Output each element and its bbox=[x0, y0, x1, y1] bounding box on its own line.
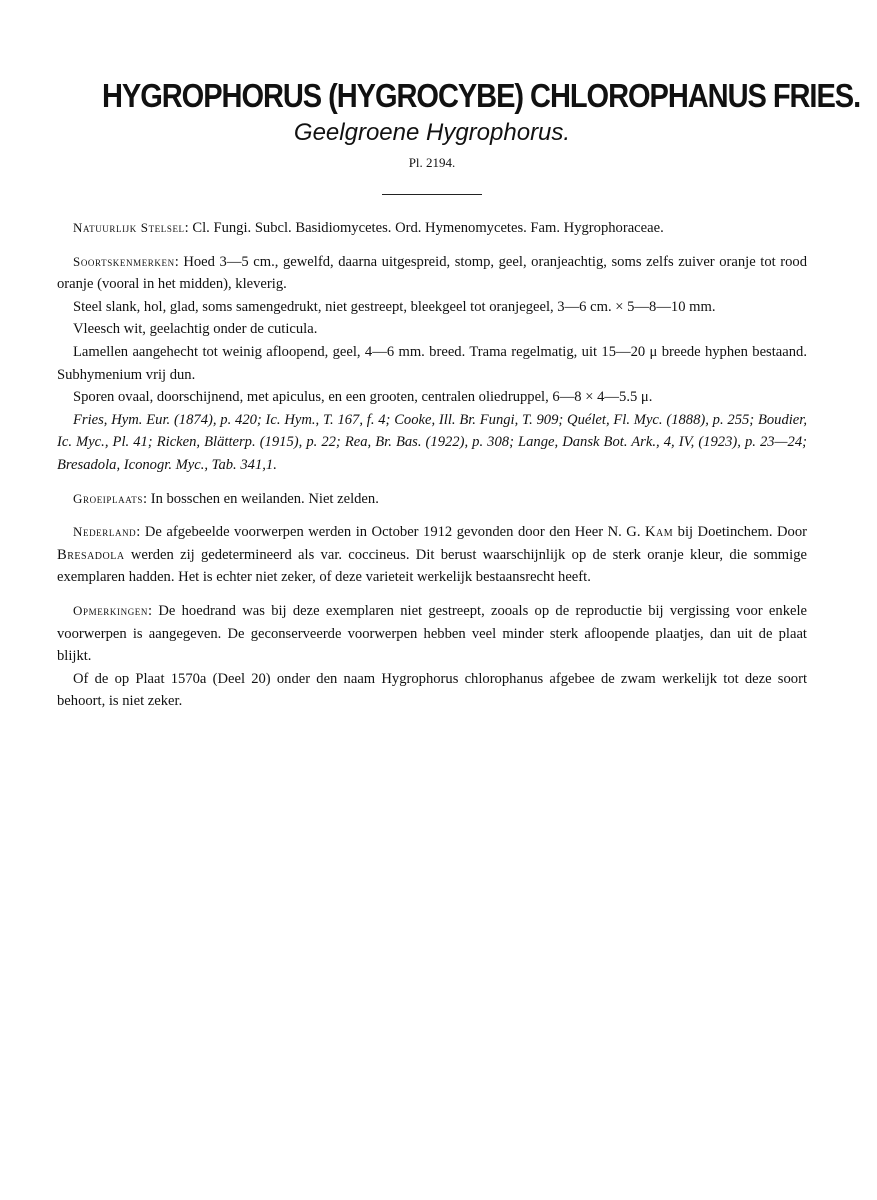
section-text: De afgebeelde voorwerpen werden in October 1912 gevonden door den Heer N. G. bbox=[144, 524, 641, 541]
section-text: bij Doetinchem. Door bbox=[677, 524, 808, 541]
section-groeiplaats: Groeiplaats: In bosschen en weilanden. Niet zelden. bbox=[73, 490, 379, 507]
section-label: Groeiplaats bbox=[73, 490, 143, 506]
section-label: Natuurlijk Stelsel bbox=[73, 220, 185, 235]
person-name: Bresadola bbox=[57, 546, 125, 563]
section-opmerkingen: Opmerkingen: De hoedrand was bij deze exemplaren niet gestreept, zooals op de reproductie bij vergissing voor enkele voorwerpen is aangegeven. De geconserveerde voorwerpen hebben veel minder sterk afloopende plaatjes, dan uit de plaat blijkt. bbox=[57, 602, 808, 665]
section-text: Cl. Fungi. Subcl. Basidiomycetes. Ord. Hymenomycetes. Fam. Hygrophoraceae. bbox=[192, 220, 664, 236]
section-label: Nederland bbox=[73, 524, 137, 540]
literature-references: Fries, Hym. Eur. (1874), p. 420; Ic. Hym., T. 167, f. 4; Cooke, Ill. Br. Fungi, T. 909; Quélet, Fl. Myc. (1888), p. 255; Boudier, Ic. Myc., Pl. 41; Ricken, Blätterp. (1915), p. 22; Rea, Br. Bas. (1922), p. 308; Lange, Dansk Bot. Ark., 4, IV, (1923), p. 23—24; Bresadola, Iconogr. Myc., Tab. 341,1. bbox=[57, 411, 807, 473]
plate-number: Pl. 2194. bbox=[408, 155, 456, 170]
section-text: werden zij gedetermineerd als var. coccineus. Dit berust waarschijnlijk op de sterk oranje kleur, die sommige exemplaren hadden. Het is echter niet zeker, of deze varieteit werkelijk bestaansrecht heeft. bbox=[57, 546, 807, 586]
sporen-description: Sporen ovaal, doorschijnend, met apiculus, en een grooten, centralen oliedruppel, 6—8 × 4—5.5 μ. bbox=[73, 389, 653, 406]
divider-rule bbox=[382, 194, 482, 195]
page-subtitle: Geelgroene Hygrophorus. bbox=[293, 119, 571, 146]
section-label: Soortskenmerken bbox=[73, 253, 175, 269]
steel-description: Steel slank, hol, glad, soms samengedrukt, niet gestreept, bleekgeel tot oranjegeel, 3—6 cm. × 5—8—10 mm. bbox=[73, 298, 716, 315]
section-label: Opmerkingen bbox=[73, 602, 148, 618]
section-soortskenmerken: Soortskenmerken: Hoed 3—5 cm., gewelfd, daarna uitgespreid, stomp, geel, oranjeachtig, soms zelfs zuiver oranje tot rood oranje (vooral in het midden), kleverig. bbox=[57, 253, 808, 293]
vleesch-description: Vleesch wit, geelachtig onder de cuticula. bbox=[73, 321, 318, 338]
section-text: In bosschen en weilanden. Niet zelden. bbox=[150, 490, 379, 507]
section-natuurlijk-stelsel: Natuurlijk Stelsel: Cl. Fungi. Subcl. Basidiomycetes. Ord. Hymenomycetes. Fam. Hygrophoraceae. bbox=[73, 220, 664, 236]
person-name: Kam bbox=[644, 524, 674, 541]
lamellen-description: Lamellen aangehecht tot weinig afloopend, geel, 4—6 mm. breed. Trama regelmatig, uit 15—20 μ breede hyphen bestaand. Subhymenium vrij dun. bbox=[57, 343, 807, 383]
page-title: HYGROPHORUS (HYGROCYBE) CHLOROPHANUS FRIES. bbox=[102, 77, 861, 114]
hoed-description: Hoed 3—5 cm., gewelfd, daarna uitgespreid, stomp, geel, oranjeachtig, soms zelfs zuiver oranje tot rood oranje (vooral in het midden), kleverig. bbox=[57, 253, 808, 293]
document-page bbox=[57, 76, 861, 713]
section-text: De hoedrand was bij deze exemplaren niet gestreept, zooals op de reproductie bij vergissing voor enkele voorwerpen is aangegeven. De geconserveerde voorwerpen hebben veel minder sterk afloopende plaatjes, dan uit de plaat blijkt. bbox=[57, 602, 808, 665]
opmerkingen-second-paragraph: Of de op Plaat 1570a (Deel 20) onder den naam Hygrophorus chlorophanus afgebee de zwam werkelijk tot deze soort behoort, is niet zeker. bbox=[57, 670, 807, 710]
section-nederland: Nederland: De afgebeelde voorwerpen werden in October 1912 gevonden door den Heer N. G. Kam bij Doetinchem. Door Bresadola werden zij gedetermineerd als var. coccineus. Dit berust waarschijnlijk op de sterk oranje kleur, die sommige exemplaren hadden. Het is echter niet zeker, of deze varieteit werkelijk bestaansrecht heeft. bbox=[57, 524, 808, 586]
